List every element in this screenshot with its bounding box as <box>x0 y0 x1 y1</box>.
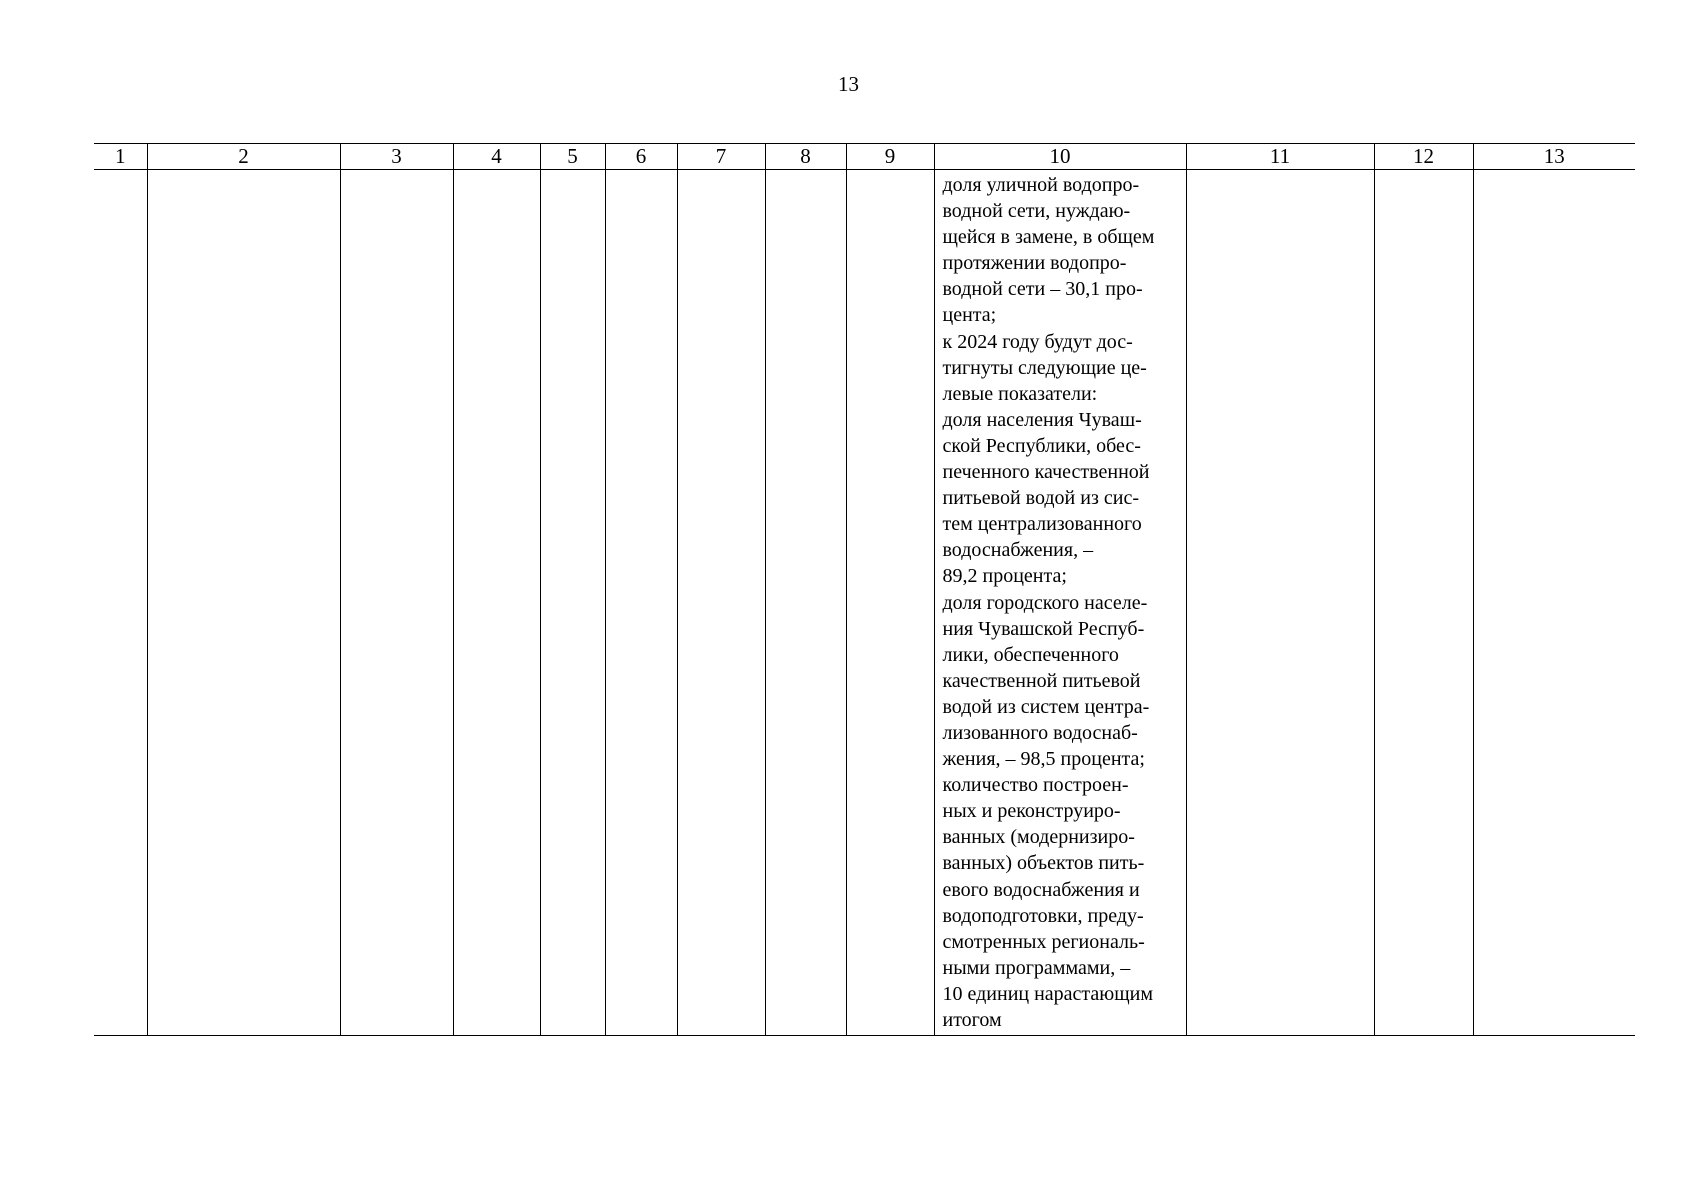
table-cell-col2 <box>147 170 340 1036</box>
table-cell-col8 <box>765 170 846 1036</box>
column-header-3: 3 <box>340 144 453 170</box>
table-row <box>94 170 1635 1036</box>
table-cell-col13 <box>1473 170 1635 1036</box>
table-cell-col1 <box>94 170 147 1036</box>
column-header-13: 13 <box>1473 144 1635 170</box>
table-cell-col3 <box>340 170 453 1036</box>
column-header-10: 10 <box>934 144 1186 170</box>
paragraph-facilities-count: количество построен- ных и реконструиро- ванных (модернизиро- ванных) объектов пить- евого водоснабжения и водоподготовки, преду- смотренных региональ- ными программами, – 10 единиц нарастающим итогом <box>942 774 1153 1031</box>
column-header-12: 12 <box>1374 144 1473 170</box>
table-cell-col7 <box>677 170 765 1036</box>
document-table <box>94 143 1635 1036</box>
column-header-4: 4 <box>453 144 540 170</box>
column-header-5: 5 <box>540 144 605 170</box>
column-header-1: 1 <box>94 144 147 170</box>
table-cell-col11 <box>1186 170 1374 1036</box>
paragraph-2024-targets-intro: к 2024 году будут дос- тигнуты следующие це- левые показатели: <box>942 330 1147 405</box>
table-cell-col4 <box>453 170 540 1036</box>
table-cell-col10 <box>934 170 1186 1036</box>
column-header-9: 9 <box>846 144 934 170</box>
table-cell-col6 <box>605 170 677 1036</box>
indicator-text <box>935 170 1186 1035</box>
table-cell-col5 <box>540 170 605 1036</box>
column-header-6: 6 <box>605 144 677 170</box>
table-cell-col12 <box>1374 170 1473 1036</box>
page-number: 13 <box>838 72 859 96</box>
column-header-8: 8 <box>765 144 846 170</box>
table-cell-col9 <box>846 170 934 1036</box>
column-header-2: 2 <box>147 144 340 170</box>
header-row <box>94 144 1635 170</box>
table-header <box>94 144 1635 170</box>
paragraph-urban-population-share: доля городского населе- ния Чувашской Респуб- лики, обеспеченного качественной питьевой водой из систем центра- лизованного водоснаб- жения, – 98,5 процента; <box>942 591 1150 771</box>
column-header-11: 11 <box>1186 144 1374 170</box>
paragraph-population-share: доля населения Чуваш- ской Республики, обес- печенного качественной питьевой водой из сис- тем централизованного водоснабжения, – 89,2 процента; <box>942 408 1150 588</box>
paragraph-pipe-network-share: доля уличной водопро- водной сети, нуждаю- щейся в замене, в общем протяжении водопро- водной сети – 30,1 про- цента; <box>942 174 1155 327</box>
column-header-7: 7 <box>677 144 765 170</box>
